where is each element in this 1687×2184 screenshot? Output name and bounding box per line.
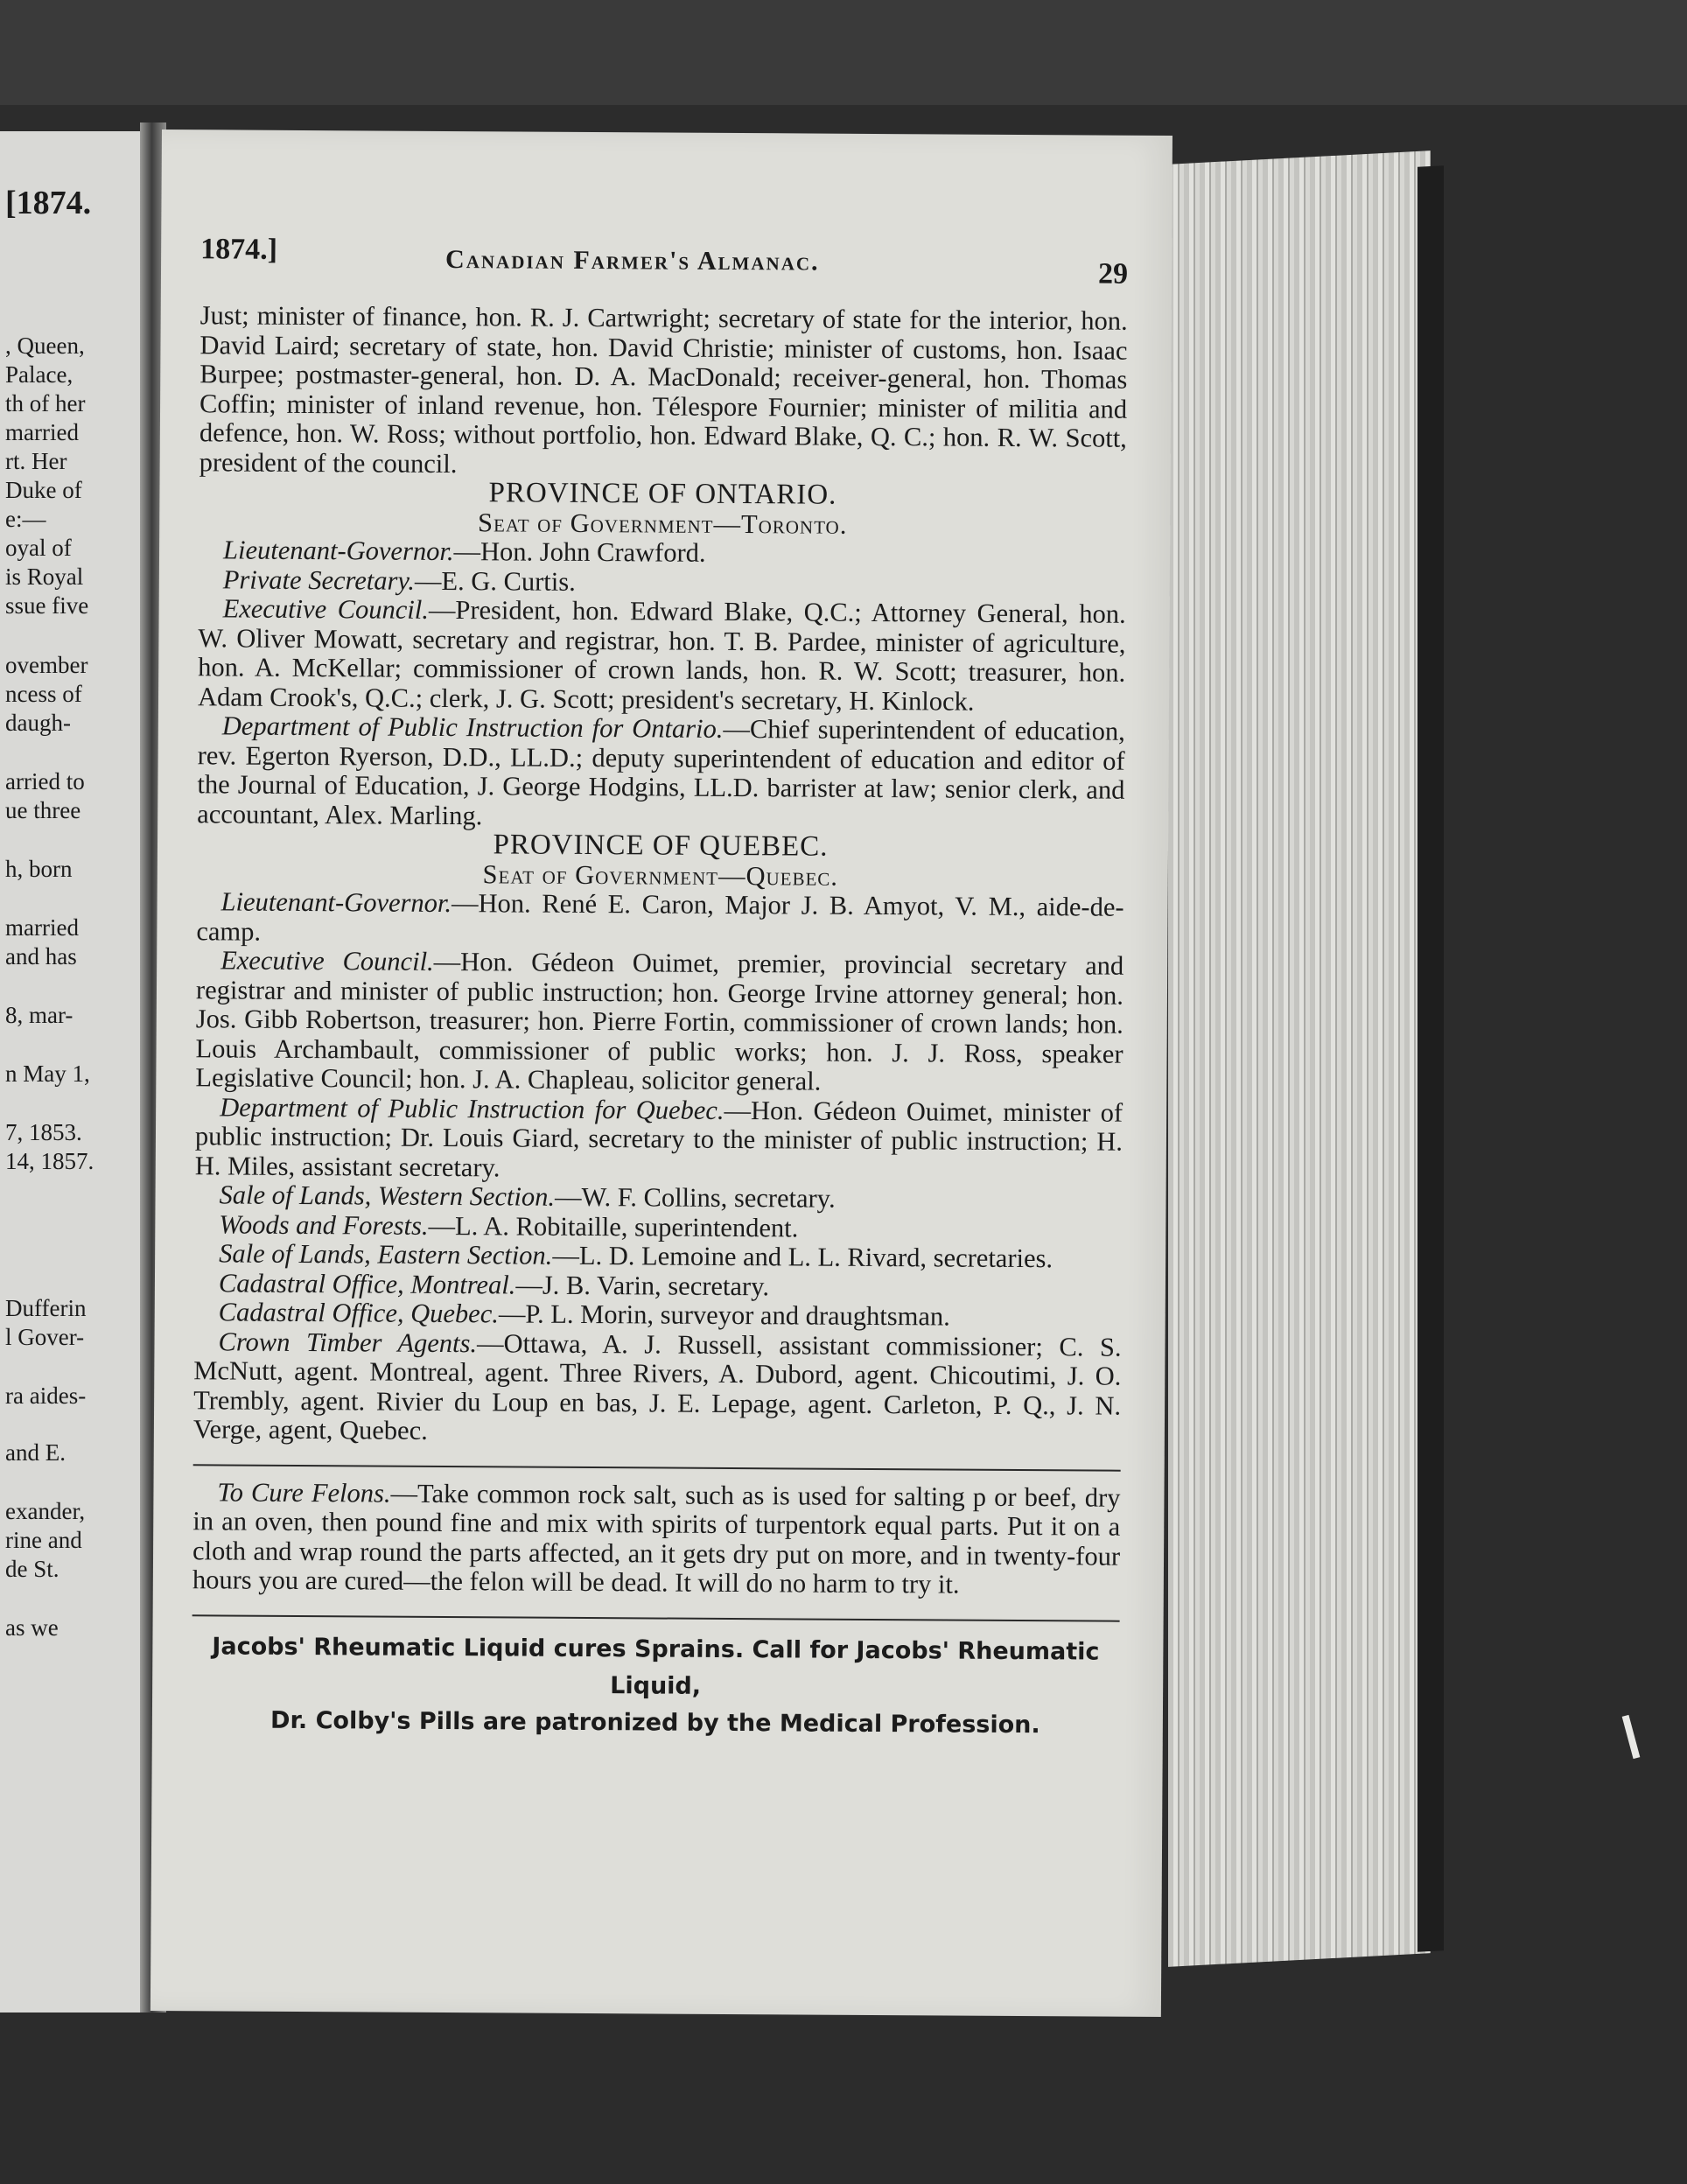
felons-text: —Take common rock salt, such as is used for salting p or beef, dry in an oven, then pound fine and mix with spirits of turpentork equal parts. Put it on a cloth and wrap round the parts affected, an it gets dry put on more, and in twenty-four hours you are cured—the felon will be dead. It will do no harm to try it. bbox=[192, 1478, 1121, 1600]
left-page-line: ra aides- bbox=[5, 1382, 87, 1409]
ontario-entry-text: —President, hon. Edward Blake, Q.C.; Attorney General, hon. W. Oliver Mowatt, secretary and registrar, hon. T. B. Pardee, minister of agriculture, hon. A. McKellar; commissioner of crown lands, hon. R. W. Scott; treasurer, hon. Adam Crook's, Q.C.; clerk, J. G. Scott; president's secretary, H. Kinlock. bbox=[197, 594, 1126, 717]
quebec-entry-label: Executive Council. bbox=[220, 945, 434, 976]
quebec-entry-text: —Ottawa, A. J. Russell, assistant commissioner; C. S. McNutt, agent. Montreal, agent. Three Rivers, A. Dubord, agent. Chicoutimi, J. O. Trembly, agent. Rivier du Loup en bas, J. E. Lepage, agent. Carleton, P. Q., J. N. Verge, agent, Quebec. bbox=[192, 1327, 1122, 1446]
felons-label: To Cure Felons. bbox=[217, 1476, 391, 1508]
quebec-entries bbox=[193, 887, 1124, 1450]
left-page-line: 7, 1853. bbox=[5, 1119, 82, 1145]
quebec-entry-label: Woods and Forests. bbox=[219, 1208, 429, 1241]
footer-line-1: Jacobs' Rheumatic Liquid cures Sprains. Call for Jacobs' Rheumatic Liquid, bbox=[212, 1632, 1100, 1700]
scan-speck bbox=[1622, 1715, 1641, 1759]
header-title: Canadian Farmer's Almanac. bbox=[444, 244, 820, 276]
main-page bbox=[150, 130, 1172, 2017]
left-page-line: married bbox=[5, 419, 79, 445]
ontario-entry-label: Lieutenant-Governor. bbox=[222, 535, 454, 567]
left-page-line: n May 1, bbox=[5, 1060, 90, 1087]
footer-line-2: Dr. Colby's Pills are patronized by the Medical Profession. bbox=[270, 1706, 1040, 1739]
quebec-entry-text: —L. A. Robitaille, superintendent. bbox=[428, 1210, 799, 1242]
background-top bbox=[0, 0, 1687, 105]
left-page-line: oyal of bbox=[5, 535, 72, 561]
left-page-line: 8, mar- bbox=[5, 1002, 74, 1028]
left-page-line: arried to bbox=[5, 768, 85, 794]
left-page-line: ssue five bbox=[5, 592, 89, 619]
page-body bbox=[192, 301, 1128, 1744]
left-page-line: and E. bbox=[5, 1439, 66, 1466]
left-page-line: ue three bbox=[5, 797, 81, 823]
quebec-entry-label: Cadastral Office, Montreal. bbox=[218, 1267, 516, 1299]
page-number: 29 bbox=[1097, 257, 1129, 290]
ontario-entry-label: Department of Public Instruction for Ontario. bbox=[221, 710, 724, 744]
quebec-entry bbox=[195, 1093, 1124, 1186]
quebec-entry-text: —W. F. Collins, secretary. bbox=[554, 1181, 836, 1214]
quebec-entry-label: Sale of Lands, Western Section. bbox=[219, 1180, 556, 1212]
left-page-line: de St. bbox=[5, 1556, 60, 1582]
ontario-entry-label: Executive Council. bbox=[222, 593, 430, 625]
page-edges bbox=[1168, 150, 1431, 1967]
page-edge-shadow bbox=[1418, 165, 1444, 1952]
quebec-entry bbox=[193, 1327, 1122, 1450]
felons-paragraph bbox=[192, 1478, 1121, 1600]
left-page-line: l Gover- bbox=[5, 1324, 85, 1350]
divider-rule-2 bbox=[192, 1614, 1120, 1621]
quebec-entry-label: Crown Timber Agents. bbox=[218, 1326, 478, 1358]
quebec-entry bbox=[195, 946, 1124, 1098]
left-page-line: Palace, bbox=[5, 361, 74, 388]
left-page-line: , Queen, bbox=[5, 332, 85, 359]
quebec-entry-text: —L. D. Lemoine and L. L. Rivard, secretaries. bbox=[552, 1240, 1054, 1274]
left-page-line: is Royal bbox=[5, 564, 84, 590]
ontario-entry-text: —Hon. John Crawford. bbox=[453, 536, 706, 568]
left-page-line: 14, 1857. bbox=[5, 1148, 94, 1174]
left-page-line: as we bbox=[5, 1614, 59, 1641]
quebec-entry-label: Sale of Lands, Eastern Section. bbox=[219, 1238, 553, 1270]
quebec-entry-label: Lieutenant-Governor. bbox=[220, 886, 452, 919]
quebec-entry-label: Department of Public Instruction for Quebec. bbox=[220, 1091, 724, 1125]
ontario-entry-label: Private Secretary. bbox=[222, 564, 416, 596]
quebec-entry-text: —Hon. Gédeon Ouimet, premier, provincial secretary and registrar and minister of public instruction; hon. George Irvine attorney general; hon. Jos. Gibb Robertson, treasurer; hon. Pierre Fortin, commissioner of crown lands; hon. Louis Archambault, commissioner of public works; hon. J. J. Ross, speaker Legislative Council; hon. J. A. Chapleau, solicitor general. bbox=[195, 946, 1124, 1096]
left-page-line: th of her bbox=[5, 390, 86, 416]
left-page-line: married bbox=[5, 914, 79, 941]
ontario-seat: Seat of Government—Toronto. bbox=[478, 507, 848, 540]
page-header bbox=[200, 233, 1129, 290]
left-page bbox=[0, 131, 144, 2012]
left-page-line: and has bbox=[5, 943, 77, 970]
quebec-entry-label: Cadastral Office, Quebec. bbox=[218, 1297, 500, 1329]
ontario-entries bbox=[197, 536, 1126, 834]
quebec-entry-text: —P. L. Morin, surveyor and draughtsman. bbox=[498, 1298, 950, 1332]
ontario-entry-text: —E. G. Curtis. bbox=[414, 565, 576, 597]
dominion-ministry-paragraph: Just; minister of finance, hon. R. J. Cartwright; secretary of state for the interior, hon. David Laird; secretary of state, hon. David Christie; minister of customs, hon. Isaac Burpee; postmaster-general, hon. D. A. MacDonald; receiver-general, hon. Thomas Coffin; minister of inland revenue, hon. Télespore Fournier; minister of militia and defence, hon. W. Ross; without portfolio, hon. Edward Blake, Q. C.; hon. R. W. Scott, president of the council. bbox=[199, 300, 1128, 479]
left-page-line: daugh- bbox=[5, 710, 71, 736]
quebec-entry bbox=[196, 887, 1124, 951]
left-page-line: rt. Her bbox=[5, 448, 67, 474]
header-year: 1874.] bbox=[200, 233, 278, 266]
quebec-entry-text: —Hon. Gédeon Ouimet, minister of public instruction; Dr. Louis Giard, secretary to the minister of public instruction; H. H. Miles, assistant secretary. bbox=[194, 1095, 1124, 1182]
ontario-heading: PROVINCE OF ONTARIO. bbox=[488, 477, 837, 511]
quebec-heading: PROVINCE OF QUEBEC. bbox=[493, 829, 829, 863]
left-page-line: rine and bbox=[5, 1527, 82, 1553]
advertisement-footer bbox=[192, 1628, 1120, 1744]
left-page-line: e:— bbox=[5, 506, 46, 532]
left-page-line: ovember bbox=[5, 652, 88, 678]
ontario-entry bbox=[197, 711, 1125, 834]
quebec-entry-text: —Hon. René E. Caron, Major J. B. Amyot, V. M., aide-de-camp. bbox=[196, 888, 1124, 947]
quebec-seat: Seat of Government—Quebec. bbox=[482, 858, 839, 892]
divider-rule bbox=[193, 1464, 1121, 1471]
left-page-line: ncess of bbox=[5, 681, 82, 707]
ontario-entry-text: —Chief superintendent of education, rev. Egerton Ryerson, D.D., LL.D.; deputy superintendent of education and editor of the Journal of Education, J. George Hodgins, LL.D. barrister at law; senior clerk, and accountant, Alex. Marling. bbox=[197, 713, 1125, 830]
left-page-line: Dufferin bbox=[5, 1295, 87, 1321]
quebec-entry-text: —J. B. Varin, secretary. bbox=[515, 1269, 770, 1301]
left-page-line: exander, bbox=[5, 1498, 86, 1524]
ontario-entry bbox=[198, 594, 1126, 717]
left-page-line: Duke of bbox=[5, 477, 82, 503]
left-page-line: h, born bbox=[5, 856, 73, 882]
left-page-year: [1874. bbox=[5, 185, 92, 221]
